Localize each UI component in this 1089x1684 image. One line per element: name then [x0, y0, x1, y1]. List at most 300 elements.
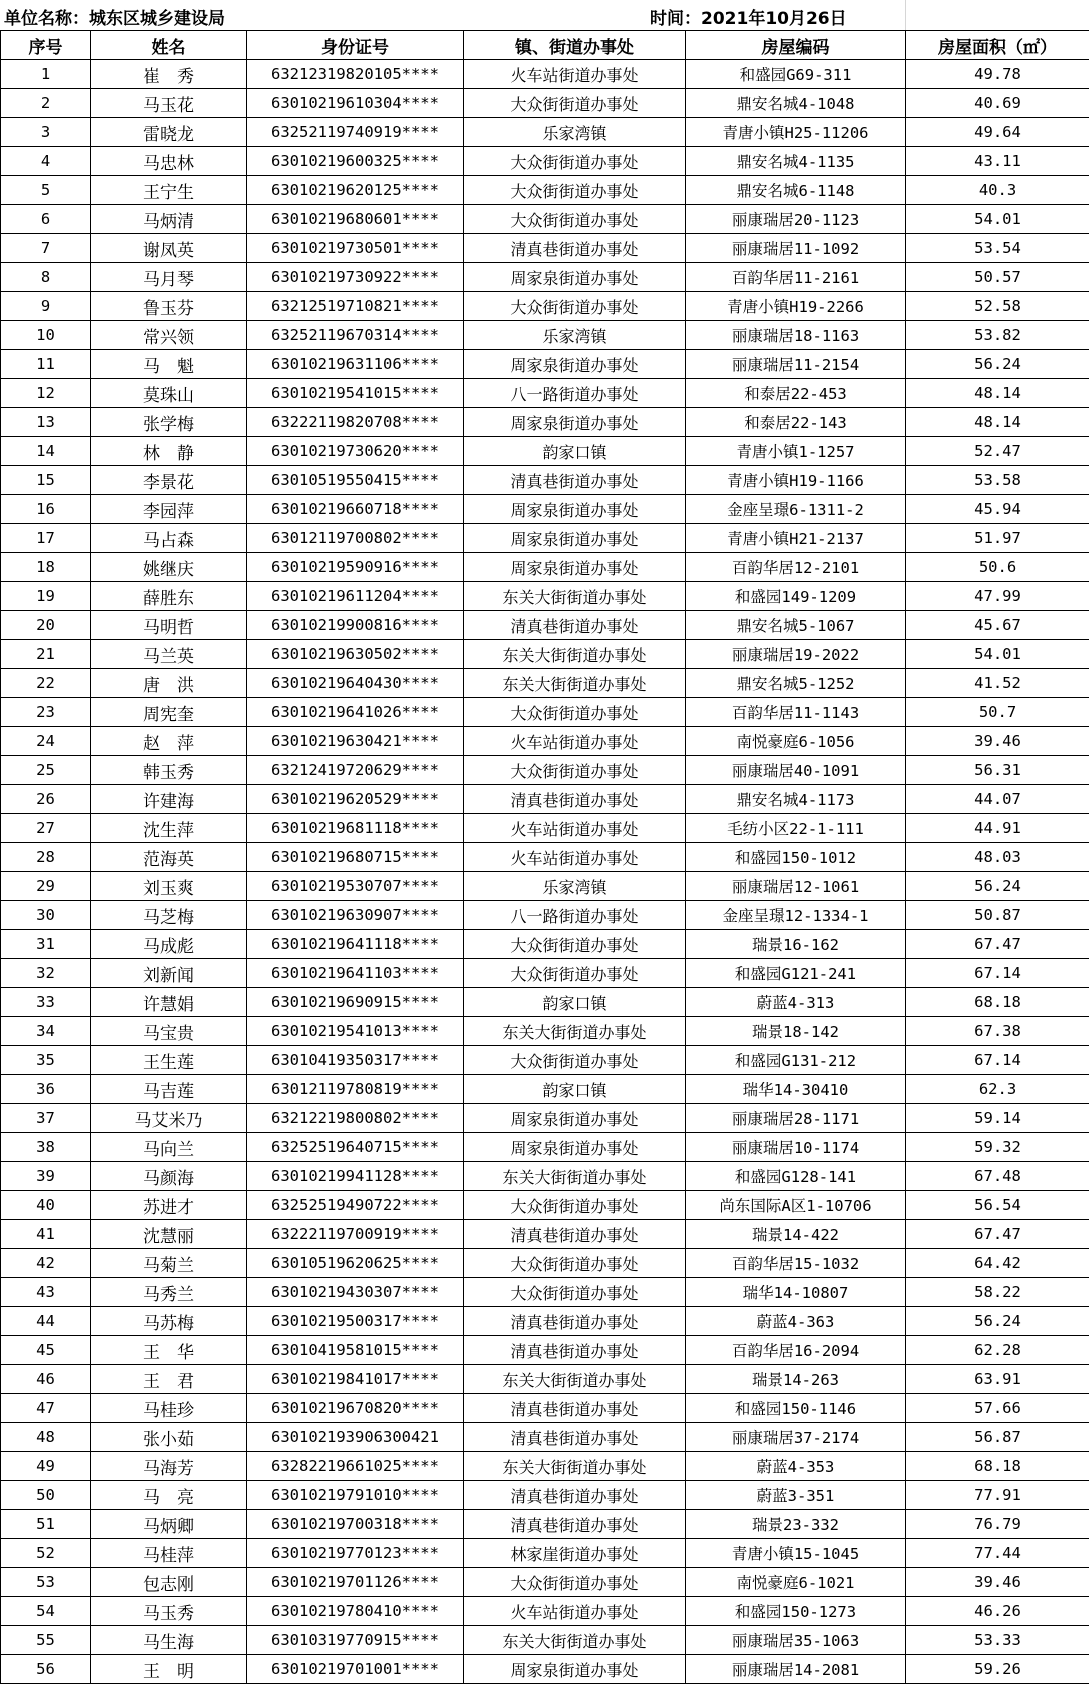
cell-area[interactable]: 76.79	[906, 1510, 1089, 1539]
cell-district-office[interactable]: 大众街街道办事处	[464, 1568, 686, 1597]
col-header-index[interactable]: 序号	[1, 31, 91, 60]
cell-name[interactable]: 唐 洪	[91, 669, 247, 698]
cell-district-office[interactable]: 大众街街道办事处	[464, 756, 686, 785]
cell-index[interactable]: 14	[1, 437, 91, 466]
cell-id-number[interactable]: 63010219770123****	[247, 1539, 464, 1568]
cell-id-number[interactable]: 63010219600325****	[247, 147, 464, 176]
cell-name[interactable]: 姚继庆	[91, 553, 247, 582]
cell-index[interactable]: 17	[1, 524, 91, 553]
cell-name[interactable]: 马生海	[91, 1626, 247, 1655]
cell-area[interactable]: 62.3	[906, 1075, 1089, 1104]
cell-name[interactable]: 许建海	[91, 785, 247, 814]
cell-index[interactable]: 49	[1, 1452, 91, 1481]
cell-area[interactable]: 56.24	[906, 872, 1089, 901]
cell-id-number[interactable]: 63010219670820****	[247, 1394, 464, 1423]
cell-name[interactable]: 崔 秀	[91, 60, 247, 89]
cell-area[interactable]: 77.44	[906, 1539, 1089, 1568]
cell-name[interactable]: 常兴领	[91, 321, 247, 350]
cell-house-code[interactable]: 金座呈璟12-1334-1	[686, 901, 906, 930]
cell-house-code[interactable]: 鼎安名城4-1135	[686, 147, 906, 176]
cell-id-number[interactable]: 63212319820105****	[247, 60, 464, 89]
cell-district-office[interactable]: 清真巷街道办事处	[464, 1394, 686, 1423]
col-header-id-number[interactable]: 身份证号	[247, 31, 464, 60]
cell-house-code[interactable]: 瑞景23-332	[686, 1510, 906, 1539]
cell-name[interactable]: 王 华	[91, 1336, 247, 1365]
cell-district-office[interactable]: 大众街街道办事处	[464, 205, 686, 234]
cell-area[interactable]: 49.64	[906, 118, 1089, 147]
cell-index[interactable]: 54	[1, 1597, 91, 1626]
cell-area[interactable]: 52.47	[906, 437, 1089, 466]
cell-area[interactable]: 67.47	[906, 1220, 1089, 1249]
cell-id-number[interactable]: 63212519710821****	[247, 292, 464, 321]
cell-name[interactable]: 马月琴	[91, 263, 247, 292]
cell-house-code[interactable]: 青唐小镇H19-1166	[686, 466, 906, 495]
cell-area[interactable]: 53.58	[906, 466, 1089, 495]
cell-district-office[interactable]: 火车站街道办事处	[464, 843, 686, 872]
cell-index[interactable]: 47	[1, 1394, 91, 1423]
cell-district-office[interactable]: 东关大街街道办事处	[464, 640, 686, 669]
cell-house-code[interactable]: 和泰居22-453	[686, 379, 906, 408]
cell-id-number[interactable]: 63010219701001****	[247, 1655, 464, 1684]
cell-area[interactable]: 56.87	[906, 1423, 1089, 1452]
cell-house-code[interactable]: 鼎安名城4-1048	[686, 89, 906, 118]
cell-area[interactable]: 48.14	[906, 408, 1089, 437]
cell-house-code[interactable]: 和盛园150-1146	[686, 1394, 906, 1423]
cell-id-number[interactable]: 63010219611204****	[247, 582, 464, 611]
cell-name[interactable]: 苏进才	[91, 1191, 247, 1220]
cell-district-office[interactable]: 东关大街街道办事处	[464, 1017, 686, 1046]
cell-id-number[interactable]: 63010519620625****	[247, 1249, 464, 1278]
cell-area[interactable]: 56.24	[906, 350, 1089, 379]
cell-area[interactable]: 59.14	[906, 1104, 1089, 1133]
cell-id-number[interactable]: 63010219630502****	[247, 640, 464, 669]
cell-index[interactable]: 33	[1, 988, 91, 1017]
cell-name[interactable]: 李景花	[91, 466, 247, 495]
cell-index[interactable]: 3	[1, 118, 91, 147]
cell-name[interactable]: 刘玉爽	[91, 872, 247, 901]
cell-id-number[interactable]: 63010219541013****	[247, 1017, 464, 1046]
cell-id-number[interactable]: 63010219641103****	[247, 959, 464, 988]
cell-area[interactable]: 67.38	[906, 1017, 1089, 1046]
cell-house-code[interactable]: 瑞景16-162	[686, 930, 906, 959]
cell-index[interactable]: 24	[1, 727, 91, 756]
cell-area[interactable]: 54.01	[906, 640, 1089, 669]
cell-district-office[interactable]: 清真巷街道办事处	[464, 1481, 686, 1510]
cell-index[interactable]: 7	[1, 234, 91, 263]
cell-index[interactable]: 42	[1, 1249, 91, 1278]
cell-district-office[interactable]: 大众街街道办事处	[464, 1046, 686, 1075]
cell-id-number[interactable]: 63010219841017****	[247, 1365, 464, 1394]
cell-house-code[interactable]: 丽康瑞居20-1123	[686, 205, 906, 234]
cell-house-code[interactable]: 瑞景18-142	[686, 1017, 906, 1046]
cell-name[interactable]: 王 明	[91, 1655, 247, 1684]
cell-name[interactable]: 马桂萍	[91, 1539, 247, 1568]
cell-index[interactable]: 30	[1, 901, 91, 930]
cell-name[interactable]: 周宪奎	[91, 698, 247, 727]
cell-name[interactable]: 马 魁	[91, 350, 247, 379]
cell-area[interactable]: 50.57	[906, 263, 1089, 292]
cell-house-code[interactable]: 百韵华居11-2161	[686, 263, 906, 292]
cell-id-number[interactable]: 63010519550415****	[247, 466, 464, 495]
cell-name[interactable]: 韩玉秀	[91, 756, 247, 785]
cell-index[interactable]: 19	[1, 582, 91, 611]
cell-id-number[interactable]: 63252519640715****	[247, 1133, 464, 1162]
cell-house-code[interactable]: 和盛园150-1273	[686, 1597, 906, 1626]
cell-index[interactable]: 38	[1, 1133, 91, 1162]
cell-district-office[interactable]: 清真巷街道办事处	[464, 234, 686, 263]
cell-district-office[interactable]: 八一路街道办事处	[464, 379, 686, 408]
cell-district-office[interactable]: 韵家口镇	[464, 437, 686, 466]
cell-area[interactable]: 67.47	[906, 930, 1089, 959]
cell-district-office[interactable]: 大众街街道办事处	[464, 959, 686, 988]
cell-area[interactable]: 57.66	[906, 1394, 1089, 1423]
cell-area[interactable]: 39.46	[906, 727, 1089, 756]
cell-area[interactable]: 48.14	[906, 379, 1089, 408]
cell-id-number[interactable]: 63010219730620****	[247, 437, 464, 466]
cell-district-office[interactable]: 大众街街道办事处	[464, 1278, 686, 1307]
cell-id-number[interactable]: 63010219730501****	[247, 234, 464, 263]
cell-house-code[interactable]: 鼎安名城6-1148	[686, 176, 906, 205]
cell-house-code[interactable]: 毛纺小区22-1-111	[686, 814, 906, 843]
cell-id-number[interactable]: 63252519490722****	[247, 1191, 464, 1220]
cell-name[interactable]: 马炳清	[91, 205, 247, 234]
cell-id-number[interactable]: 63010219541015****	[247, 379, 464, 408]
cell-index[interactable]: 36	[1, 1075, 91, 1104]
cell-index[interactable]: 10	[1, 321, 91, 350]
cell-area[interactable]: 67.48	[906, 1162, 1089, 1191]
cell-index[interactable]: 25	[1, 756, 91, 785]
cell-house-code[interactable]: 青唐小镇H21-2137	[686, 524, 906, 553]
cell-house-code[interactable]: 青唐小镇H25-11206	[686, 118, 906, 147]
cell-index[interactable]: 11	[1, 350, 91, 379]
cell-house-code[interactable]: 丽康瑞居14-2081	[686, 1655, 906, 1684]
cell-district-office[interactable]: 东关大街街道办事处	[464, 582, 686, 611]
cell-name[interactable]: 王生莲	[91, 1046, 247, 1075]
cell-district-office[interactable]: 清真巷街道办事处	[464, 1510, 686, 1539]
cell-house-code[interactable]: 瑞华14-30410	[686, 1075, 906, 1104]
cell-area[interactable]: 47.99	[906, 582, 1089, 611]
cell-id-number[interactable]: 63010219791010****	[247, 1481, 464, 1510]
cell-id-number[interactable]: 63010219680715****	[247, 843, 464, 872]
cell-district-office[interactable]: 东关大街街道办事处	[464, 1162, 686, 1191]
cell-area[interactable]: 67.14	[906, 1046, 1089, 1075]
cell-area[interactable]: 56.54	[906, 1191, 1089, 1220]
cell-area[interactable]: 53.54	[906, 234, 1089, 263]
cell-district-office[interactable]: 大众街街道办事处	[464, 1249, 686, 1278]
cell-name[interactable]: 包志刚	[91, 1568, 247, 1597]
cell-area[interactable]: 50.87	[906, 901, 1089, 930]
cell-area[interactable]: 49.78	[906, 60, 1089, 89]
cell-name[interactable]: 马炳卿	[91, 1510, 247, 1539]
cell-area[interactable]: 50.7	[906, 698, 1089, 727]
cell-name[interactable]: 马宝贵	[91, 1017, 247, 1046]
cell-area[interactable]: 44.91	[906, 814, 1089, 843]
cell-name[interactable]: 马成彪	[91, 930, 247, 959]
cell-name[interactable]: 谢凤英	[91, 234, 247, 263]
cell-index[interactable]: 1	[1, 60, 91, 89]
cell-district-office[interactable]: 火车站街道办事处	[464, 60, 686, 89]
cell-id-number[interactable]: 63010219530707****	[247, 872, 464, 901]
cell-index[interactable]: 18	[1, 553, 91, 582]
cell-house-code[interactable]: 百韵华居16-2094	[686, 1336, 906, 1365]
cell-name[interactable]: 薛胜东	[91, 582, 247, 611]
cell-name[interactable]: 雷晓龙	[91, 118, 247, 147]
cell-district-office[interactable]: 大众街街道办事处	[464, 89, 686, 118]
cell-house-code[interactable]: 南悦豪庭6-1021	[686, 1568, 906, 1597]
cell-area[interactable]: 52.58	[906, 292, 1089, 321]
cell-area[interactable]: 67.14	[906, 959, 1089, 988]
cell-area[interactable]: 56.31	[906, 756, 1089, 785]
cell-name[interactable]: 马向兰	[91, 1133, 247, 1162]
cell-house-code[interactable]: 瑞景14-263	[686, 1365, 906, 1394]
cell-name[interactable]: 沈生萍	[91, 814, 247, 843]
cell-district-office[interactable]: 周家泉街道办事处	[464, 1104, 686, 1133]
cell-index[interactable]: 31	[1, 930, 91, 959]
cell-index[interactable]: 12	[1, 379, 91, 408]
cell-id-number[interactable]: 63010219690915****	[247, 988, 464, 1017]
cell-id-number[interactable]: 63212419720629****	[247, 756, 464, 785]
cell-district-office[interactable]: 东关大街街道办事处	[464, 1626, 686, 1655]
cell-name[interactable]: 马 亮	[91, 1481, 247, 1510]
cell-house-code[interactable]: 百韵华居11-1143	[686, 698, 906, 727]
cell-house-code[interactable]: 鼎安名城4-1173	[686, 785, 906, 814]
cell-id-number[interactable]: 63010219630421****	[247, 727, 464, 756]
cell-name[interactable]: 马忠林	[91, 147, 247, 176]
cell-house-code[interactable]: 和泰居22-143	[686, 408, 906, 437]
cell-name[interactable]: 张小茹	[91, 1423, 247, 1452]
cell-name[interactable]: 李园萍	[91, 495, 247, 524]
cell-index[interactable]: 45	[1, 1336, 91, 1365]
cell-district-office[interactable]: 大众街街道办事处	[464, 147, 686, 176]
cell-index[interactable]: 29	[1, 872, 91, 901]
cell-index[interactable]: 16	[1, 495, 91, 524]
cell-house-code[interactable]: 丽康瑞居40-1091	[686, 756, 906, 785]
cell-house-code[interactable]: 丽康瑞居11-1092	[686, 234, 906, 263]
cell-name[interactable]: 马玉秀	[91, 1597, 247, 1626]
cell-index[interactable]: 40	[1, 1191, 91, 1220]
cell-name[interactable]: 马艾米乃	[91, 1104, 247, 1133]
cell-area[interactable]: 62.28	[906, 1336, 1089, 1365]
cell-index[interactable]: 6	[1, 205, 91, 234]
cell-house-code[interactable]: 蔚蓝4-313	[686, 988, 906, 1017]
cell-id-number[interactable]: 63010319770915****	[247, 1626, 464, 1655]
cell-id-number[interactable]: 63010219780410****	[247, 1597, 464, 1626]
cell-district-office[interactable]: 大众街街道办事处	[464, 292, 686, 321]
cell-area[interactable]: 51.97	[906, 524, 1089, 553]
cell-area[interactable]: 58.22	[906, 1278, 1089, 1307]
cell-id-number[interactable]: 63012119700802****	[247, 524, 464, 553]
cell-district-office[interactable]: 周家泉街道办事处	[464, 495, 686, 524]
cell-house-code[interactable]: 南悦豪庭6-1056	[686, 727, 906, 756]
cell-district-office[interactable]: 周家泉街道办事处	[464, 1655, 686, 1684]
cell-index[interactable]: 55	[1, 1626, 91, 1655]
cell-district-office[interactable]: 清真巷街道办事处	[464, 1307, 686, 1336]
cell-id-number[interactable]: 63010219620529****	[247, 785, 464, 814]
cell-index[interactable]: 22	[1, 669, 91, 698]
cell-index[interactable]: 20	[1, 611, 91, 640]
cell-area[interactable]: 54.01	[906, 205, 1089, 234]
cell-house-code[interactable]: 和盛园G121-241	[686, 959, 906, 988]
cell-name[interactable]: 马明哲	[91, 611, 247, 640]
cell-house-code[interactable]: 金座呈璟6-1311-2	[686, 495, 906, 524]
cell-name[interactable]: 马芝梅	[91, 901, 247, 930]
cell-id-number[interactable]: 63012119780819****	[247, 1075, 464, 1104]
cell-area[interactable]: 43.11	[906, 147, 1089, 176]
cell-index[interactable]: 37	[1, 1104, 91, 1133]
cell-district-office[interactable]: 大众街街道办事处	[464, 1191, 686, 1220]
cell-index[interactable]: 27	[1, 814, 91, 843]
cell-id-number[interactable]: 63010419581015****	[247, 1336, 464, 1365]
cell-area[interactable]: 63.91	[906, 1365, 1089, 1394]
cell-id-number[interactable]: 63010219730922****	[247, 263, 464, 292]
cell-index[interactable]: 48	[1, 1423, 91, 1452]
cell-house-code[interactable]: 丽康瑞居10-1174	[686, 1133, 906, 1162]
empty-header-cell[interactable]	[905, 0, 1089, 30]
cell-id-number[interactable]: 63010219680601****	[247, 205, 464, 234]
cell-house-code[interactable]: 和盛园150-1012	[686, 843, 906, 872]
cell-area[interactable]: 40.69	[906, 89, 1089, 118]
cell-name[interactable]: 马秀兰	[91, 1278, 247, 1307]
cell-house-code[interactable]: 青唐小镇H19-2266	[686, 292, 906, 321]
cell-district-office[interactable]: 周家泉街道办事处	[464, 524, 686, 553]
cell-district-office[interactable]: 周家泉街道办事处	[464, 1133, 686, 1162]
cell-district-office[interactable]: 周家泉街道办事处	[464, 553, 686, 582]
cell-id-number[interactable]: 63010219610304****	[247, 89, 464, 118]
cell-district-office[interactable]: 韵家口镇	[464, 988, 686, 1017]
cell-name[interactable]: 王 君	[91, 1365, 247, 1394]
cell-index[interactable]: 21	[1, 640, 91, 669]
cell-area[interactable]: 59.32	[906, 1133, 1089, 1162]
cell-id-number[interactable]: 63010219701126****	[247, 1568, 464, 1597]
cell-name[interactable]: 马颜海	[91, 1162, 247, 1191]
cell-name[interactable]: 马苏梅	[91, 1307, 247, 1336]
cell-index[interactable]: 34	[1, 1017, 91, 1046]
cell-id-number[interactable]: 63282219661025****	[247, 1452, 464, 1481]
cell-house-code[interactable]: 百韵华居15-1032	[686, 1249, 906, 1278]
cell-house-code[interactable]: 青唐小镇1-1257	[686, 437, 906, 466]
cell-id-number[interactable]: 63010219630907****	[247, 901, 464, 930]
cell-index[interactable]: 4	[1, 147, 91, 176]
cell-id-number[interactable]: 63252119670314****	[247, 321, 464, 350]
cell-name[interactable]: 马桂珍	[91, 1394, 247, 1423]
cell-id-number[interactable]: 63010219620125****	[247, 176, 464, 205]
cell-house-code[interactable]: 鼎安名城5-1252	[686, 669, 906, 698]
cell-district-office[interactable]: 东关大街街道办事处	[464, 1365, 686, 1394]
cell-id-number[interactable]: 63010419350317****	[247, 1046, 464, 1075]
cell-district-office[interactable]: 乐家湾镇	[464, 321, 686, 350]
cell-area[interactable]: 53.82	[906, 321, 1089, 350]
cell-house-code[interactable]: 丽康瑞居11-2154	[686, 350, 906, 379]
cell-name[interactable]: 张学梅	[91, 408, 247, 437]
cell-index[interactable]: 52	[1, 1539, 91, 1568]
cell-id-number[interactable]: 63010219700318****	[247, 1510, 464, 1539]
cell-house-code[interactable]: 瑞景14-422	[686, 1220, 906, 1249]
cell-name[interactable]: 马海芳	[91, 1452, 247, 1481]
cell-name[interactable]: 莫珠山	[91, 379, 247, 408]
cell-id-number[interactable]: 63010219590916****	[247, 553, 464, 582]
cell-area[interactable]: 64.42	[906, 1249, 1089, 1278]
cell-area[interactable]: 53.33	[906, 1626, 1089, 1655]
cell-id-number[interactable]: 63010219500317****	[247, 1307, 464, 1336]
cell-district-office[interactable]: 林家崖街道办事处	[464, 1539, 686, 1568]
cell-house-code[interactable]: 蔚蓝4-363	[686, 1307, 906, 1336]
cell-district-office[interactable]: 清真巷街道办事处	[464, 1336, 686, 1365]
cell-district-office[interactable]: 火车站街道办事处	[464, 814, 686, 843]
cell-area[interactable]: 45.67	[906, 611, 1089, 640]
cell-area[interactable]: 68.18	[906, 988, 1089, 1017]
cell-index[interactable]: 5	[1, 176, 91, 205]
cell-district-office[interactable]: 东关大街街道办事处	[464, 1452, 686, 1481]
cell-id-number[interactable]: 63010219430307****	[247, 1278, 464, 1307]
cell-area[interactable]: 50.6	[906, 553, 1089, 582]
cell-district-office[interactable]: 八一路街道办事处	[464, 901, 686, 930]
cell-area[interactable]: 59.26	[906, 1655, 1089, 1684]
cell-house-code[interactable]: 丽康瑞居18-1163	[686, 321, 906, 350]
cell-index[interactable]: 43	[1, 1278, 91, 1307]
cell-house-code[interactable]: 和盛园G69-311	[686, 60, 906, 89]
cell-id-number[interactable]: 63010219641026****	[247, 698, 464, 727]
cell-district-office[interactable]: 乐家湾镇	[464, 118, 686, 147]
cell-district-office[interactable]: 火车站街道办事处	[464, 727, 686, 756]
cell-name[interactable]: 刘新闻	[91, 959, 247, 988]
cell-house-code[interactable]: 瑞华14-10807	[686, 1278, 906, 1307]
cell-area[interactable]: 56.24	[906, 1307, 1089, 1336]
cell-id-number[interactable]: 63010219681118****	[247, 814, 464, 843]
cell-house-code[interactable]: 蔚蓝3-351	[686, 1481, 906, 1510]
cell-district-office[interactable]: 周家泉街道办事处	[464, 350, 686, 379]
cell-district-office[interactable]: 韵家口镇	[464, 1075, 686, 1104]
cell-id-number[interactable]: 63222119700919****	[247, 1220, 464, 1249]
cell-district-office[interactable]: 火车站街道办事处	[464, 1597, 686, 1626]
cell-index[interactable]: 23	[1, 698, 91, 727]
cell-name[interactable]: 许慧娟	[91, 988, 247, 1017]
col-header-district-office[interactable]: 镇、街道办事处	[464, 31, 686, 60]
cell-id-number[interactable]: 63010219941128****	[247, 1162, 464, 1191]
cell-district-office[interactable]: 东关大街街道办事处	[464, 669, 686, 698]
cell-area[interactable]: 41.52	[906, 669, 1089, 698]
cell-district-office[interactable]: 清真巷街道办事处	[464, 785, 686, 814]
cell-area[interactable]: 45.94	[906, 495, 1089, 524]
cell-name[interactable]: 马吉莲	[91, 1075, 247, 1104]
cell-name[interactable]: 马玉花	[91, 89, 247, 118]
cell-district-office[interactable]: 乐家湾镇	[464, 872, 686, 901]
cell-id-number[interactable]: 630102193906300421	[247, 1423, 464, 1452]
cell-district-office[interactable]: 大众街街道办事处	[464, 930, 686, 959]
cell-name[interactable]: 赵 萍	[91, 727, 247, 756]
cell-id-number[interactable]: 63010219640430****	[247, 669, 464, 698]
cell-id-number[interactable]: 63010219660718****	[247, 495, 464, 524]
cell-house-code[interactable]: 丽康瑞居37-2174	[686, 1423, 906, 1452]
cell-index[interactable]: 9	[1, 292, 91, 321]
cell-district-office[interactable]: 清真巷街道办事处	[464, 1220, 686, 1249]
cell-house-code[interactable]: 和盛园G131-212	[686, 1046, 906, 1075]
col-header-area[interactable]: 房屋面积（㎡）	[906, 31, 1089, 60]
cell-index[interactable]: 2	[1, 89, 91, 118]
cell-house-code[interactable]: 丽康瑞居19-2022	[686, 640, 906, 669]
cell-area[interactable]: 68.18	[906, 1452, 1089, 1481]
cell-index[interactable]: 8	[1, 263, 91, 292]
cell-name[interactable]: 王宁生	[91, 176, 247, 205]
cell-index[interactable]: 46	[1, 1365, 91, 1394]
cell-district-office[interactable]: 大众街街道办事处	[464, 176, 686, 205]
cell-index[interactable]: 35	[1, 1046, 91, 1075]
cell-id-number[interactable]: 63252119740919****	[247, 118, 464, 147]
cell-id-number[interactable]: 63010219641118****	[247, 930, 464, 959]
cell-house-code[interactable]: 丽康瑞居12-1061	[686, 872, 906, 901]
cell-house-code[interactable]: 和盛园149-1209	[686, 582, 906, 611]
cell-district-office[interactable]: 周家泉街道办事处	[464, 408, 686, 437]
cell-district-office[interactable]: 周家泉街道办事处	[464, 263, 686, 292]
